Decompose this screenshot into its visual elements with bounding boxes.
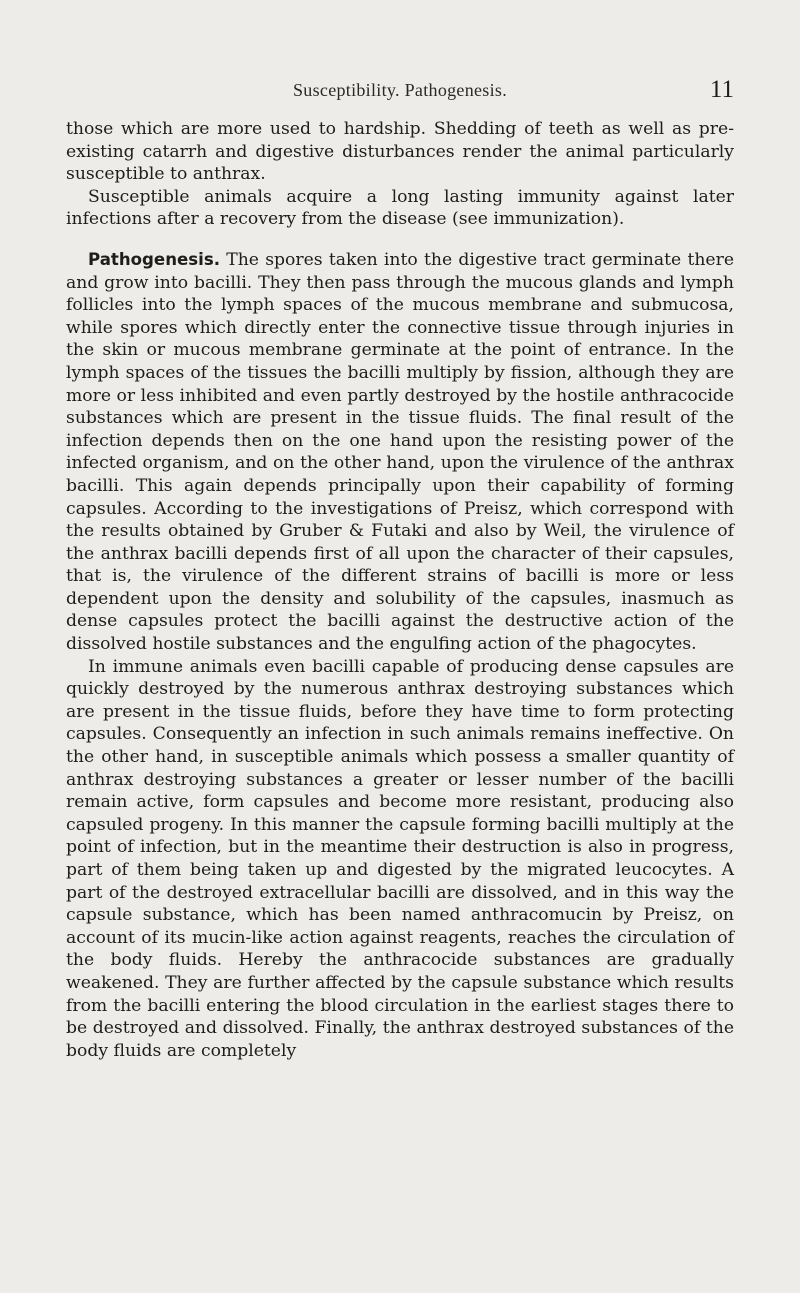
paragraph-immunity: Susceptible animals acquire a long lasting immunity against later infections after a recovery from the disease (see immunization). (66, 186, 734, 230)
paragraph-pathogenesis (66, 249, 734, 656)
section-heading-pathogenesis: Pathogenesis. (88, 249, 221, 269)
page-number: 11 (709, 76, 734, 103)
running-title: Susceptibility. Pathogenesis. (292, 80, 508, 100)
paragraph-continuation: those which are more used to hardship. Shedding of teeth as well as pre-existing catarrh and digestive disturbances render the animal particularly susceptible to anthrax. (66, 119, 734, 185)
paragraph-immune-animals: In immune animals even bacilli capable of producing dense capsules are quickly destroyed by the numerous anthrax destroying substances which are present in the tissue fluids, before they have time to form protecting capsules. Consequently an infection in such animals remains ineffective. On the other hand, in susceptible animals which possess a smaller quantity of anthrax destroying substances a greater or lesser number of the bacilli remain active, form capsules and become more resistant, producing also capsuled progeny. In this manner the capsule forming bacilli multiply at the point of infection, but in the meantime their destruction is also in progress, part of them being taken up and digested by the migrated leucocytes. A part of the destroyed extracellular bacilli are dissolved, and in this way the capsule substance, which has been named anthracomucin by Preisz, on account of its mucin-like action against reagents, reaches the circulation of the body fluids. Hereby the anthracocide substances are gradually weakened. They are further affected by the capsule substance which results from the bacilli entering the blood circulation in the earliest stages there to be destroyed and dissolved. Finally, the anthrax destroyed substances of the body fluids are completely (66, 656, 734, 1061)
body-text (66, 118, 734, 1062)
pathogenesis-text: The spores taken into the digestive tract germinate there and grow into bacilli. They then pass through the mucous glands and lymph follicles into the lymph spaces of the mucous membrane and submucosa, while spores which directly enter the connective tissue through injuries in the skin or mucous membrane germinate at the point of entrance. In the lymph spaces of the tissues the bacilli multiply by fission, although they are more or less inhibited and even partly destroyed by the hostile anthracocide substances which are present in the tissue fluids. The final result of the infection depends then on the one hand upon the resisting power of the infected organism, and on the other hand, upon the virulence of the anthrax bacilli. This again depends principally upon their capability of forming capsules. According to the investigations of Preisz, which correspond with the results obtained by Gruber & Futaki and also by Weil, the virulence of the anthrax bacilli depends first of all upon the character of their capsules, that is, the virulence of the different strains of bacilli is more or less dependent upon the density and solubility of the capsules, inasmuch as dense capsules protect the bacilli against the destructive action of the dissolved hostile substances and the engulfing action of the phagocytes. (66, 249, 734, 655)
running-head (66, 76, 734, 106)
